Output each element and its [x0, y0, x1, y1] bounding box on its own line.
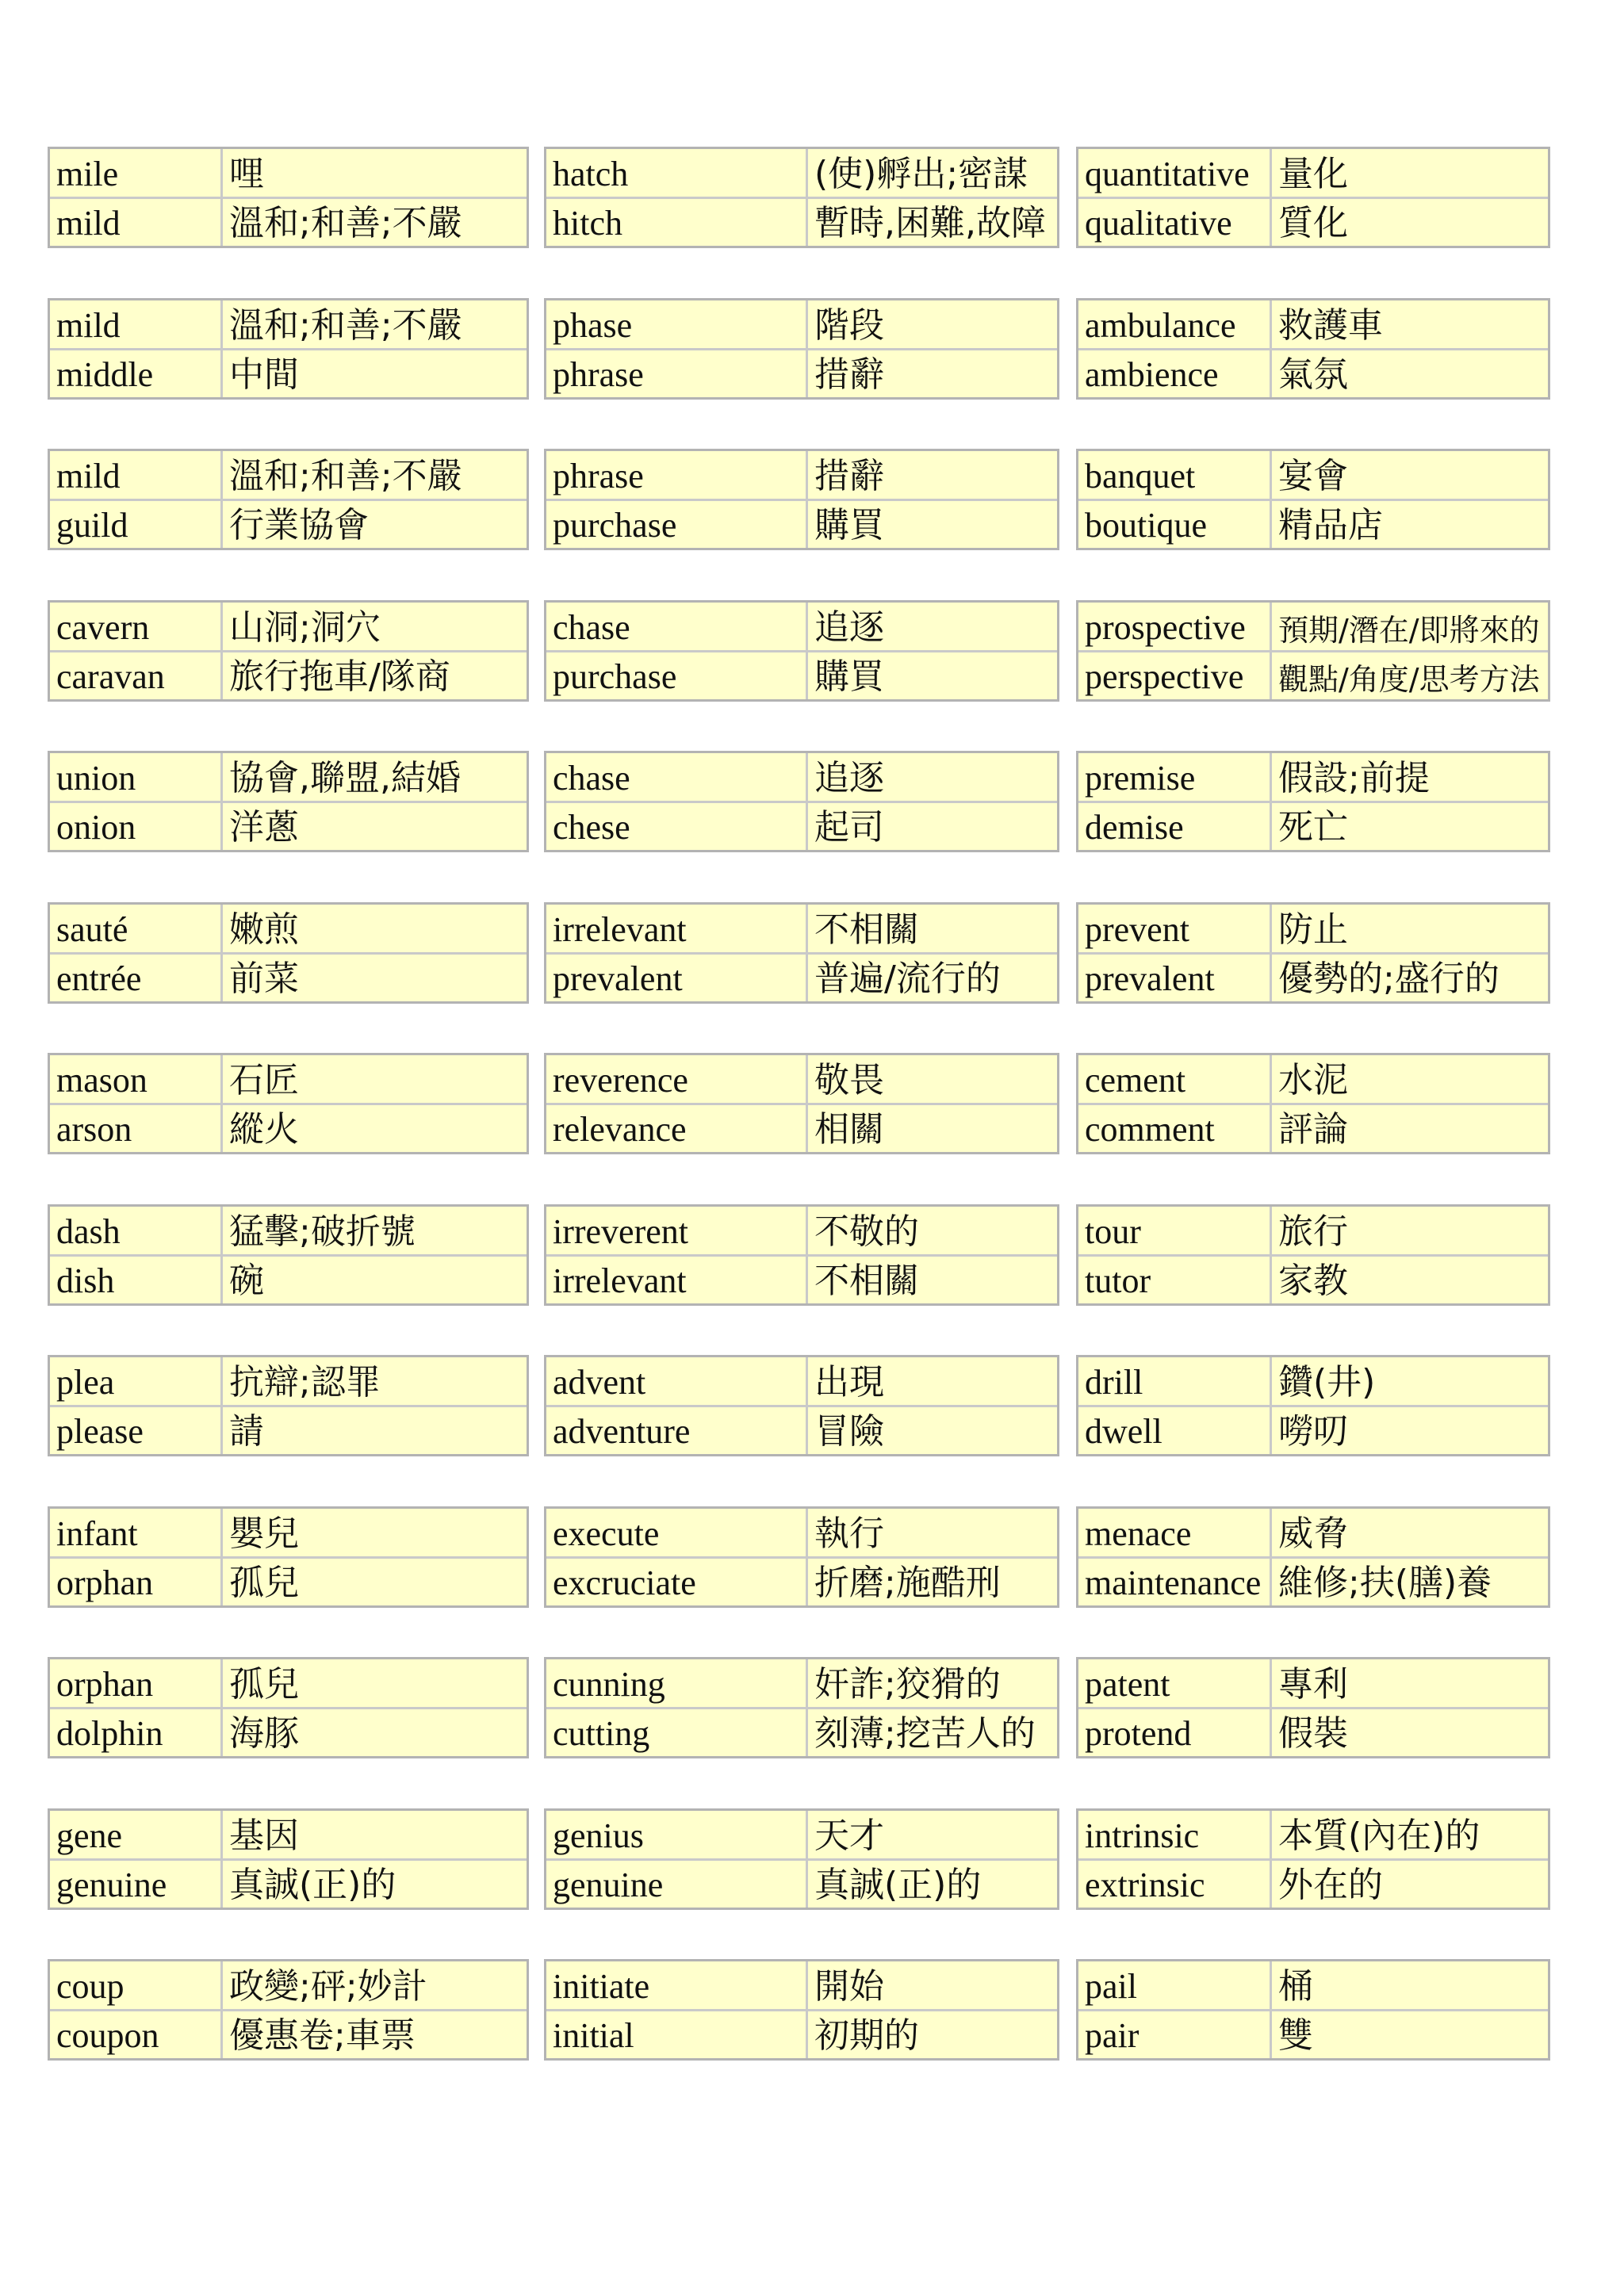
chinese-meaning: 初期的: [814, 2015, 919, 2056]
english-word: caravan: [50, 652, 223, 700]
chinese-meaning: 外在的: [1278, 1865, 1383, 1905]
word-pair-table: [544, 449, 1059, 550]
english-word: union: [50, 753, 223, 801]
word-row: [546, 149, 1057, 197]
english-word: menace: [1078, 1509, 1272, 1556]
word-row: [546, 603, 1057, 650]
word-row: [50, 1659, 527, 1707]
word-row: [1078, 2009, 1548, 2059]
word-row: [50, 2009, 527, 2059]
word-row: [1078, 952, 1548, 1002]
word-row: [546, 348, 1057, 398]
word-pair-table: [544, 1204, 1059, 1306]
chinese-meaning: 量化: [1278, 153, 1348, 194]
english-word: hatch: [546, 149, 808, 197]
english-word: excruciate: [546, 1559, 808, 1606]
english-word: arson: [50, 1105, 223, 1153]
chinese-meaning: 維修;扶(膳)養: [1278, 1563, 1492, 1603]
word-row: [546, 753, 1057, 801]
word-pair-table: [48, 1204, 529, 1306]
english-word: orphan: [50, 1659, 223, 1707]
word-pair-table: [544, 902, 1059, 1004]
word-row: [50, 499, 527, 549]
word-row: [546, 1961, 1057, 2009]
english-word: hitch: [546, 199, 808, 247]
word-row: [546, 905, 1057, 952]
word-row: [1078, 1254, 1548, 1304]
chinese-meaning: 出現: [814, 1361, 884, 1402]
word-pair-table: [1076, 1959, 1550, 2061]
chinese-meaning: 旅行: [1278, 1211, 1348, 1252]
word-row: [50, 905, 527, 952]
word-pair-table: [544, 1355, 1059, 1456]
chinese-meaning: 家教: [1278, 1261, 1348, 1301]
word-row: [50, 1357, 527, 1405]
chinese-meaning: 石匠: [229, 1059, 299, 1100]
english-word: dolphin: [50, 1709, 223, 1757]
word-row: [50, 1103, 527, 1153]
word-pair-table: [48, 147, 529, 248]
chinese-meaning: 質化: [1278, 203, 1348, 243]
chinese-meaning: 孤兒: [229, 1663, 299, 1705]
chinese-meaning: 開始: [814, 1965, 884, 2007]
chinese-meaning: (使)孵出;密謀: [814, 153, 1028, 194]
word-pair-table: [48, 751, 529, 852]
english-word: cement: [1078, 1055, 1272, 1103]
chinese-meaning: 行業協會: [229, 505, 369, 545]
english-word: pail: [1078, 1961, 1272, 2009]
word-row: [50, 753, 527, 801]
word-row: [1078, 149, 1548, 197]
chinese-meaning: 嬰兒: [229, 1513, 299, 1554]
word-row: [1078, 197, 1548, 247]
word-pair-table: [544, 147, 1059, 248]
chinese-meaning: 購買: [814, 505, 884, 545]
english-word: gene: [50, 1811, 223, 1858]
word-row: [546, 1405, 1057, 1455]
word-row: [546, 650, 1057, 700]
english-word: genuine: [50, 1861, 223, 1908]
english-word: ambience: [1078, 350, 1272, 398]
word-row: [546, 1707, 1057, 1757]
word-row: [1078, 1556, 1548, 1606]
english-word: cavern: [50, 603, 223, 650]
word-pair-table: [1076, 902, 1550, 1004]
word-row: [50, 149, 527, 197]
english-word: please: [50, 1407, 223, 1455]
english-word: irreverent: [546, 1207, 808, 1254]
word-pair-table: [544, 1053, 1059, 1154]
word-row: [50, 1509, 527, 1556]
english-word: purchase: [546, 652, 808, 700]
english-word: phrase: [546, 451, 808, 499]
english-word: dwell: [1078, 1407, 1272, 1455]
english-word: mild: [50, 300, 223, 348]
word-pair-table: [48, 902, 529, 1004]
english-word: prevent: [1078, 905, 1272, 952]
english-word: relevance: [546, 1105, 808, 1153]
word-pair-table: [48, 1506, 529, 1608]
word-pair-table: [1076, 298, 1550, 400]
word-row: [1078, 1707, 1548, 1757]
word-pair-table: [1076, 449, 1550, 550]
word-row: [1078, 499, 1548, 549]
english-word: banquet: [1078, 451, 1272, 499]
english-word: coupon: [50, 2011, 223, 2059]
word-row: [1078, 650, 1548, 700]
word-row: [546, 1509, 1057, 1556]
english-word: initial: [546, 2011, 808, 2059]
english-word: chese: [546, 803, 808, 851]
english-word: cutting: [546, 1709, 808, 1757]
chinese-meaning: 溫和;和善;不嚴: [229, 304, 462, 346]
word-pair-table: [48, 1053, 529, 1154]
word-pair-table: [48, 1808, 529, 1910]
word-row: [50, 1055, 527, 1103]
word-row: [546, 1207, 1057, 1254]
word-pair-table: [544, 298, 1059, 400]
english-word: tutor: [1078, 1257, 1272, 1304]
word-row: [50, 1207, 527, 1254]
chinese-meaning: 不相關: [814, 1261, 919, 1301]
english-word: mason: [50, 1055, 223, 1103]
word-row: [1078, 1103, 1548, 1153]
chinese-meaning: 旅行拖車/隊商: [229, 656, 450, 697]
english-word: ambulance: [1078, 300, 1272, 348]
word-pair-table: [1076, 1657, 1550, 1758]
english-word: purchase: [546, 501, 808, 549]
english-word: sauté: [50, 905, 223, 952]
chinese-meaning: 折磨;施酷刑: [814, 1563, 1001, 1603]
english-word: prevalent: [1078, 955, 1272, 1002]
word-row: [1078, 1509, 1548, 1556]
word-pair-table: [48, 449, 529, 550]
word-row: [1078, 1055, 1548, 1103]
chinese-meaning: 追逐: [814, 607, 884, 648]
word-pair-table: [544, 751, 1059, 852]
english-word: demise: [1078, 803, 1272, 851]
chinese-meaning: 猛擊;破折號: [229, 1211, 416, 1252]
word-row: [1078, 300, 1548, 348]
chinese-meaning: 觀點/角度/思考方法: [1278, 662, 1540, 697]
word-pair-table: [48, 1657, 529, 1758]
english-word: dash: [50, 1207, 223, 1254]
english-word: intrinsic: [1078, 1811, 1272, 1858]
word-pair-table: [1076, 1053, 1550, 1154]
chinese-meaning: 本質(內在)的: [1278, 1815, 1480, 1856]
word-pair-table: [48, 1959, 529, 2061]
word-row: [546, 952, 1057, 1002]
english-word: orphan: [50, 1559, 223, 1606]
english-word: entrée: [50, 955, 223, 1002]
english-word: reverence: [546, 1055, 808, 1103]
word-pair-table: [544, 1506, 1059, 1608]
chinese-meaning: 政變;砰;妙計: [229, 1965, 427, 2007]
word-row: [1078, 1659, 1548, 1707]
word-row: [546, 300, 1057, 348]
word-pair-table: [1076, 147, 1550, 248]
chinese-meaning: 追逐: [814, 757, 884, 798]
word-row: [50, 1405, 527, 1455]
chinese-meaning: 基因: [229, 1815, 299, 1856]
chinese-meaning: 執行: [814, 1513, 884, 1554]
word-pair-table: [48, 298, 529, 400]
english-word: patent: [1078, 1659, 1272, 1707]
chinese-meaning: 山洞;洞穴: [229, 607, 381, 648]
chinese-meaning: 縱火: [229, 1109, 299, 1150]
english-word: quantitative: [1078, 149, 1272, 197]
word-row: [1078, 1207, 1548, 1254]
english-word: comment: [1078, 1105, 1272, 1153]
word-row: [1078, 348, 1548, 398]
chinese-meaning: 氣氛: [1278, 354, 1348, 395]
english-word: genius: [546, 1811, 808, 1858]
chinese-meaning: 碗: [229, 1261, 264, 1301]
english-word: cunning: [546, 1659, 808, 1707]
chinese-meaning: 雙: [1278, 2015, 1313, 2056]
chinese-meaning: 協會,聯盟,結婚: [229, 757, 461, 798]
chinese-meaning: 死亡: [1278, 807, 1348, 848]
chinese-meaning: 水泥: [1278, 1059, 1348, 1100]
chinese-meaning: 海豚: [229, 1713, 299, 1754]
chinese-meaning: 桶: [1278, 1965, 1313, 2007]
chinese-meaning: 專利: [1278, 1663, 1348, 1705]
chinese-meaning: 溫和;和善;不嚴: [229, 455, 462, 496]
word-row: [546, 1103, 1057, 1153]
chinese-meaning: 精品店: [1278, 505, 1383, 545]
english-word: mild: [50, 451, 223, 499]
word-row: [1078, 1858, 1548, 1908]
chinese-meaning: 威脅: [1278, 1513, 1348, 1554]
word-pair-table: [1076, 751, 1550, 852]
chinese-meaning: 暫時,困難,故障: [814, 203, 1046, 243]
english-word: initiate: [546, 1961, 808, 2009]
chinese-meaning: 購買: [814, 656, 884, 697]
word-row: [1078, 1961, 1548, 2009]
chinese-meaning: 洋蔥: [229, 807, 299, 848]
word-pair-table: [544, 1657, 1059, 1758]
word-row: [546, 1055, 1057, 1103]
english-word: boutique: [1078, 501, 1272, 549]
word-row: [1078, 801, 1548, 851]
chinese-meaning: 奸詐;狡猾的: [814, 1663, 1001, 1705]
word-row: [50, 1707, 527, 1757]
word-row: [50, 650, 527, 700]
english-word: phase: [546, 300, 808, 348]
english-word: onion: [50, 803, 223, 851]
chinese-meaning: 措辭: [814, 455, 884, 496]
word-row: [50, 1811, 527, 1858]
word-row: [50, 197, 527, 247]
word-pair-table: [1076, 600, 1550, 702]
chinese-meaning: 天才: [814, 1815, 884, 1856]
word-pair-table: [1076, 1506, 1550, 1608]
chinese-meaning: 評論: [1278, 1109, 1348, 1150]
word-pair-table: [544, 600, 1059, 702]
word-row: [1078, 451, 1548, 499]
word-row: [1078, 905, 1548, 952]
english-word: mile: [50, 149, 223, 197]
english-word: dish: [50, 1257, 223, 1304]
english-word: maintenance: [1078, 1559, 1272, 1606]
word-row: [50, 300, 527, 348]
word-row: [50, 451, 527, 499]
word-row: [546, 2009, 1057, 2059]
word-pair-table: [48, 600, 529, 702]
chinese-meaning: 措辭: [814, 354, 884, 395]
chinese-meaning: 防止: [1278, 909, 1348, 950]
word-row: [546, 499, 1057, 549]
word-row: [1078, 1357, 1548, 1405]
english-word: tour: [1078, 1207, 1272, 1254]
english-word: middle: [50, 350, 223, 398]
chinese-meaning: 真誠(正)的: [229, 1865, 396, 1905]
chinese-meaning: 優勢的;盛行的: [1278, 959, 1500, 999]
chinese-meaning: 中間: [229, 354, 299, 395]
english-word: adventure: [546, 1407, 808, 1455]
word-row: [546, 451, 1057, 499]
chinese-meaning: 預期/潛在/即將來的: [1278, 612, 1540, 648]
english-word: protend: [1078, 1709, 1272, 1757]
word-pair-table: [1076, 1808, 1550, 1910]
english-word: prevalent: [546, 955, 808, 1002]
chinese-meaning: 宴會: [1278, 455, 1348, 496]
english-word: advent: [546, 1357, 808, 1405]
english-word: guild: [50, 501, 223, 549]
chinese-meaning: 敬畏: [814, 1059, 884, 1100]
word-row: [546, 1556, 1057, 1606]
chinese-meaning: 嫩煎: [229, 909, 299, 950]
chinese-meaning: 優惠卷;車票: [229, 2015, 416, 2056]
chinese-meaning: 前菜: [229, 959, 299, 999]
word-row: [546, 801, 1057, 851]
english-word: irrelevant: [546, 905, 808, 952]
chinese-meaning: 普遍/流行的: [814, 959, 1001, 999]
chinese-meaning: 哩: [229, 153, 264, 194]
chinese-meaning: 起司: [814, 807, 884, 848]
english-word: genuine: [546, 1861, 808, 1908]
english-word: infant: [50, 1509, 223, 1556]
english-word: prospective: [1078, 603, 1272, 650]
word-pair-table: [1076, 1204, 1550, 1306]
word-row: [546, 1659, 1057, 1707]
word-row: [1078, 603, 1548, 650]
word-row: [50, 348, 527, 398]
chinese-meaning: 階段: [814, 304, 884, 346]
english-word: execute: [546, 1509, 808, 1556]
chinese-meaning: 請: [229, 1411, 264, 1452]
chinese-meaning: 不敬的: [814, 1211, 919, 1252]
word-row: [546, 1811, 1057, 1858]
word-row: [50, 1254, 527, 1304]
english-word: irrelevant: [546, 1257, 808, 1304]
word-row: [546, 1254, 1057, 1304]
chinese-meaning: 冒險: [814, 1411, 884, 1452]
chinese-meaning: 刻薄;挖苦人的: [814, 1713, 1036, 1754]
chinese-meaning: 假裝: [1278, 1713, 1348, 1754]
word-row: [1078, 1405, 1548, 1455]
english-word: chase: [546, 753, 808, 801]
word-row: [50, 801, 527, 851]
english-word: perspective: [1078, 652, 1272, 700]
chinese-meaning: 孤兒: [229, 1563, 299, 1603]
word-pair-table: [544, 1959, 1059, 2061]
word-row: [50, 1858, 527, 1908]
word-row: [1078, 1811, 1548, 1858]
chinese-meaning: 嘮叨: [1278, 1411, 1348, 1452]
word-pair-table: [48, 1355, 529, 1456]
word-pair-table: [544, 1808, 1059, 1910]
english-word: plea: [50, 1357, 223, 1405]
english-word: mild: [50, 199, 223, 247]
english-word: qualitative: [1078, 199, 1272, 247]
chinese-meaning: 相關: [814, 1109, 884, 1150]
chinese-meaning: 不相關: [814, 909, 919, 950]
word-pair-table: [1076, 1355, 1550, 1456]
word-row: [50, 1556, 527, 1606]
english-word: phrase: [546, 350, 808, 398]
word-row: [546, 197, 1057, 247]
word-row: [546, 1357, 1057, 1405]
chinese-meaning: 鑽(井): [1278, 1361, 1376, 1402]
chinese-meaning: 救護車: [1278, 304, 1383, 346]
word-row: [546, 1858, 1057, 1908]
word-row: [50, 1961, 527, 2009]
word-row: [50, 952, 527, 1002]
english-word: extrinsic: [1078, 1861, 1272, 1908]
english-word: coup: [50, 1961, 223, 2009]
chinese-meaning: 真誠(正)的: [814, 1865, 982, 1905]
english-word: drill: [1078, 1357, 1272, 1405]
chinese-meaning: 假設;前提: [1278, 757, 1430, 798]
english-word: premise: [1078, 753, 1272, 801]
chinese-meaning: 抗辯;認罪: [229, 1361, 381, 1402]
english-word: chase: [546, 603, 808, 650]
word-row: [50, 603, 527, 650]
chinese-meaning: 溫和;和善;不嚴: [229, 203, 462, 243]
word-row: [1078, 753, 1548, 801]
english-word: pair: [1078, 2011, 1272, 2059]
